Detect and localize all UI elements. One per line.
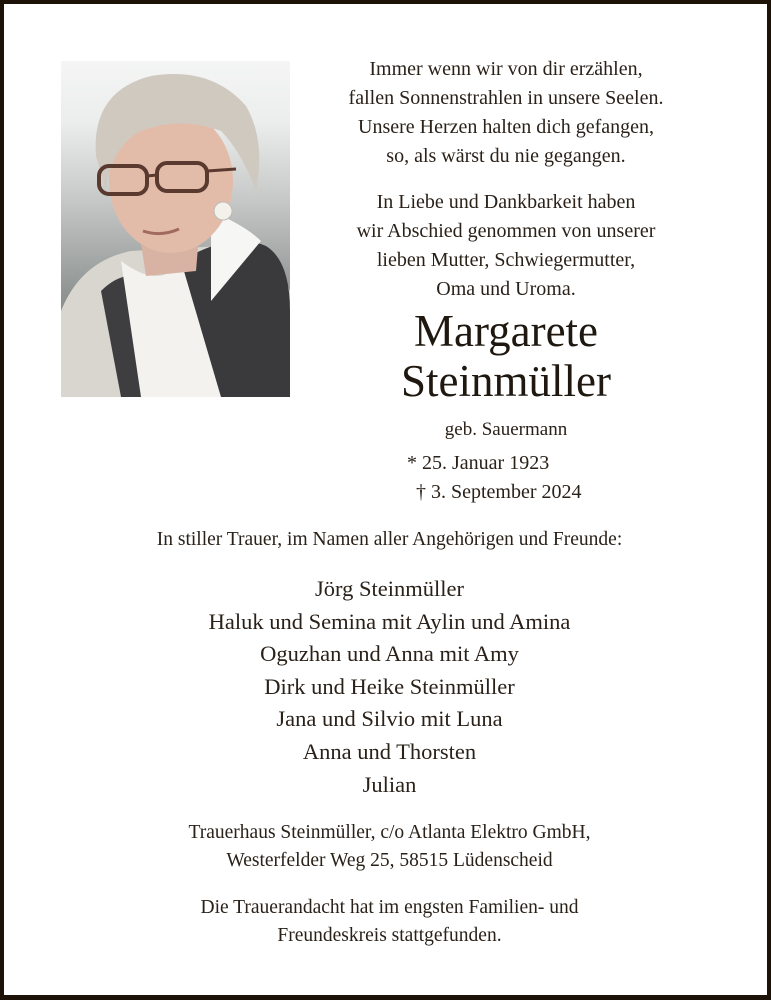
first-name: Margarete bbox=[413, 306, 599, 356]
address-line: Trauerhaus Steinmüller, c/o Atlanta Elektro GmbH, bbox=[188, 822, 591, 843]
poem-line: Unsere Herzen halten dich gefangen, bbox=[358, 116, 654, 138]
mourner-name: Dirk und Heike Steinmüller bbox=[264, 673, 515, 699]
obituary-page bbox=[4, 4, 767, 995]
farewell-text bbox=[306, 188, 706, 304]
mourner-name: Julian bbox=[362, 771, 417, 797]
maiden-name: geb. Sauermann bbox=[444, 419, 568, 440]
poem-line: fallen Sonnenstrahlen in unsere Seelen. bbox=[348, 87, 664, 109]
mourners-list bbox=[4, 573, 771, 801]
farewell-line: Oma und Uroma. bbox=[436, 278, 576, 300]
death-date: † 3. September 2024 bbox=[416, 481, 582, 503]
address-line: Westerfelder Weg 25, 58515 Lüdenscheid bbox=[226, 850, 553, 871]
mourning-address bbox=[4, 819, 771, 875]
mourner-name: Haluk und Semina mit Aylin und Amina bbox=[208, 608, 571, 634]
farewell-line: wir Abschied genommen von unserer bbox=[356, 220, 656, 242]
mourner-name: Jörg Steinmüller bbox=[315, 576, 464, 601]
farewell-line: lieben Mutter, Schwiegermutter, bbox=[376, 249, 636, 271]
portrait-image bbox=[61, 61, 290, 397]
poem-stanza-1 bbox=[306, 55, 706, 171]
birth-date: * 25. Januar 1923 bbox=[407, 452, 550, 474]
mourner-name: Jana und Silvio mit Luna bbox=[276, 706, 503, 732]
mourners-intro: In stiller Trauer, im Namen aller Angehörigen und Freunde: bbox=[156, 529, 623, 550]
last-name: Steinmüller bbox=[401, 356, 611, 406]
note-line: Freundeskreis stattgefunden. bbox=[277, 925, 502, 946]
farewell-line: In Liebe und Dankbarkeit haben bbox=[376, 191, 636, 213]
service-note bbox=[4, 894, 771, 950]
note-line: Die Trauerandacht hat im engsten Familien- und bbox=[200, 897, 579, 918]
mourner-name: Oguzhan und Anna mit Amy bbox=[260, 641, 519, 667]
poem-line: so, als wärst du nie gegangen. bbox=[386, 145, 626, 167]
deceased-name bbox=[306, 306, 706, 406]
mourner-name: Anna und Thorsten bbox=[302, 738, 477, 764]
poem-line: Immer wenn wir von dir erzählen, bbox=[369, 58, 643, 80]
portrait-photo bbox=[61, 61, 290, 397]
